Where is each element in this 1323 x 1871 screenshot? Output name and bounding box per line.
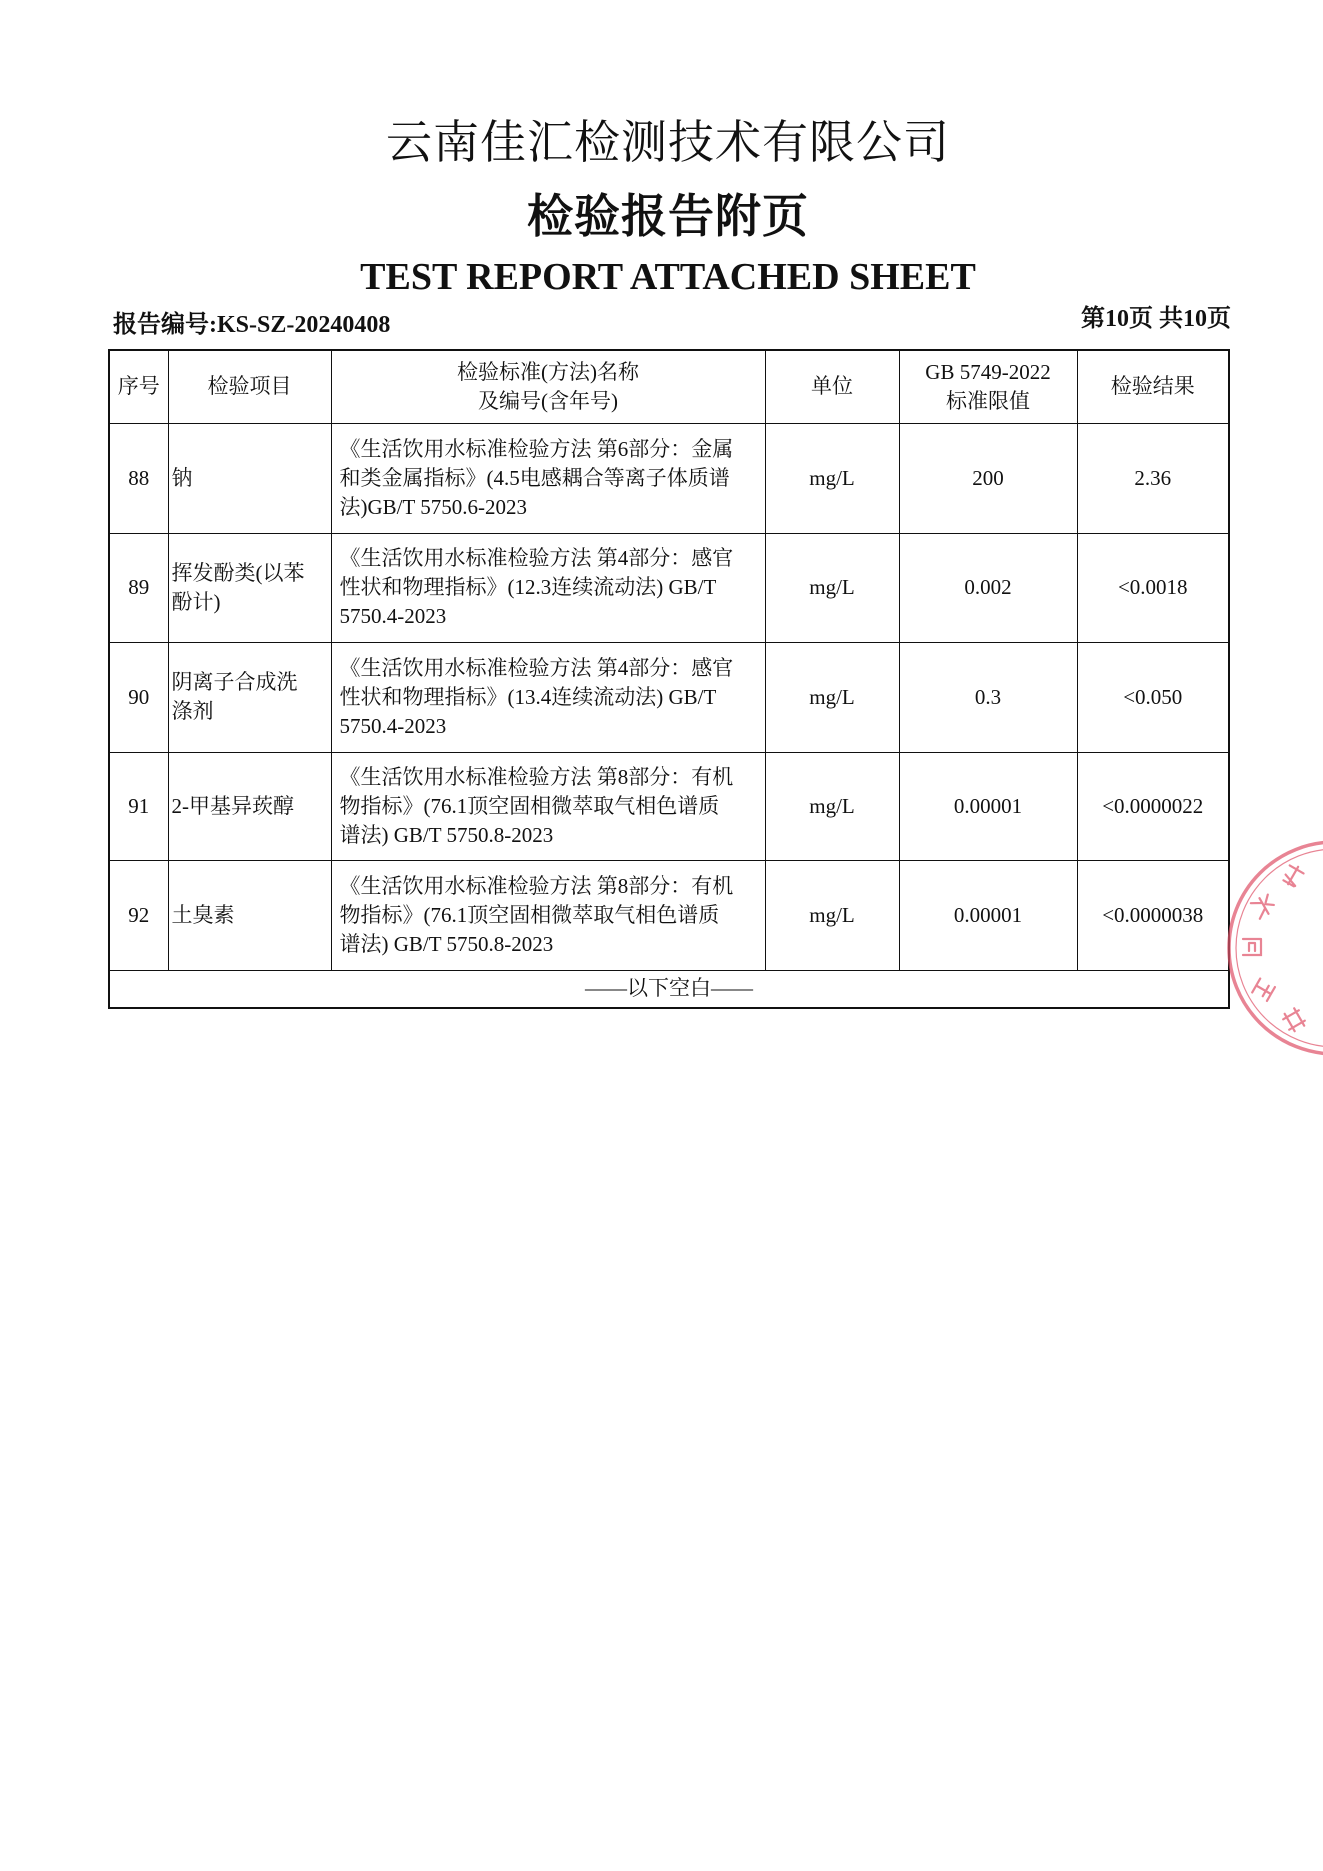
method-line: 性状和物理指标》(13.4连续流动法) GB/T <box>339 684 717 709</box>
cell-limit: 0.00001 <box>899 752 1077 860</box>
table-end-row <box>109 970 1229 1008</box>
header-no <box>109 350 168 423</box>
company-name: 云南佳汇检测技术有限公司 <box>386 117 950 168</box>
cell-unit: mg/L <box>765 423 899 533</box>
seal-mark <box>1281 863 1305 888</box>
table-header-row <box>109 350 1229 423</box>
header-result-label: 检验结果 <box>1110 374 1195 399</box>
header-limit <box>899 350 1077 423</box>
method-line: 和类金属指标》(4.5电感耦合等离子体质谱 <box>339 465 730 490</box>
header-method-line: 及编号(含年号) <box>478 388 618 413</box>
report-title-en: TEST REPORT ATTACHED SHEET <box>360 256 976 298</box>
method-line: 法)GB/T 5750.6-2023 <box>339 494 527 519</box>
method-line: 5750.4-2023 <box>339 713 447 738</box>
table-row <box>109 642 1229 752</box>
cell-result: <0.0018 <box>1077 533 1229 642</box>
cell-no: 91 <box>109 752 168 860</box>
cell-limit: 200 <box>899 423 1077 533</box>
cell-result: <0.050 <box>1077 642 1229 752</box>
item-line: 土臭素 <box>171 902 235 927</box>
company-seal <box>1214 830 1323 1070</box>
cell-method <box>331 533 765 642</box>
report-title-cn: 检验报告附页 <box>527 191 809 242</box>
item-line: 涤剂 <box>171 699 214 723</box>
seal-mark <box>1252 979 1275 1001</box>
cell-limit: 0.00001 <box>899 860 1077 970</box>
method-line: 《生活饮用水标准检验方法 第8部分：有机 <box>339 873 734 898</box>
cell-limit: 0.3 <box>899 642 1077 752</box>
table-row <box>109 423 1229 533</box>
cell-method <box>331 423 765 533</box>
end-note: ——以下空白—— <box>109 970 1229 1008</box>
method-line: 物指标》(76.1顶空固相微萃取气相色谱质 <box>339 793 720 818</box>
seal-mark <box>1243 939 1261 955</box>
seal-group <box>1229 842 1323 1054</box>
method-line: 谱法) GB/T 5750.8-2023 <box>339 931 554 956</box>
method-line: 《生活饮用水标准检验方法 第4部分：感官 <box>339 546 734 570</box>
header-result <box>1077 350 1229 423</box>
method-line: 谱法) GB/T 5750.8-2023 <box>339 822 554 847</box>
seal-outer-ring <box>1229 842 1323 1054</box>
cell-no: 90 <box>109 642 168 752</box>
method-line: 物指标》(76.1顶空固相微萃取气相色谱质 <box>339 902 720 927</box>
method-line: 5750.4-2023 <box>339 604 447 628</box>
cell-result: <0.0000038 <box>1077 860 1229 970</box>
cell-item <box>168 423 331 533</box>
header-item-label: 检验项目 <box>207 374 292 399</box>
cell-result: 2.36 <box>1077 423 1229 533</box>
item-line: 酚计) <box>171 589 221 614</box>
method-line: 《生活饮用水标准检验方法 第4部分：感官 <box>339 655 734 680</box>
header-limit-line: 标准限值 <box>946 388 1030 413</box>
seal-lettering-fragments <box>1243 863 1307 1033</box>
table-row <box>109 860 1229 970</box>
cell-method <box>331 860 765 970</box>
seal-mark <box>1281 1007 1307 1033</box>
header-item <box>168 350 331 423</box>
item-line: 2-甲基异莰醇 <box>171 793 294 818</box>
cell-item <box>168 860 331 970</box>
item-line: 阴离子合成洗 <box>171 670 298 694</box>
cell-no: 89 <box>109 533 168 642</box>
header-limit-line: GB 5749-2022 <box>925 359 1051 384</box>
cell-unit: mg/L <box>765 533 899 642</box>
cell-no: 92 <box>109 860 168 970</box>
results-table <box>108 349 1230 1009</box>
page-info: 第10页 共10页 <box>1081 306 1231 332</box>
cell-item <box>168 533 331 642</box>
item-line: 挥发酚类(以苯 <box>171 560 305 585</box>
method-line: 性状和物理指标》(12.3连续流动法) GB/T <box>339 575 717 599</box>
cell-method <box>331 642 765 752</box>
header-no-label: 序号 <box>117 374 160 399</box>
method-line: 《生活饮用水标准检验方法 第8部分：有机 <box>339 764 734 789</box>
cell-item <box>168 642 331 752</box>
table-row <box>109 752 1229 860</box>
table-row <box>109 533 1229 642</box>
item-line: 钠 <box>171 465 193 490</box>
header-method-line: 检验标准(方法)名称 <box>457 359 639 384</box>
cell-limit: 0.002 <box>899 533 1077 642</box>
cell-result: <0.0000022 <box>1077 752 1229 860</box>
cell-no: 88 <box>109 423 168 533</box>
header-unit-label: 单位 <box>811 374 853 399</box>
report-number: 报告编号:KS-SZ-20240408 <box>113 312 391 338</box>
method-line: 《生活饮用水标准检验方法 第6部分：金属 <box>339 436 734 461</box>
cell-unit: mg/L <box>765 752 899 860</box>
header-unit <box>765 350 899 423</box>
seal-mark <box>1251 894 1276 919</box>
header-method <box>331 350 765 423</box>
cell-item <box>168 752 331 860</box>
cell-unit: mg/L <box>765 642 899 752</box>
cell-method <box>331 752 765 860</box>
cell-unit: mg/L <box>765 860 899 970</box>
